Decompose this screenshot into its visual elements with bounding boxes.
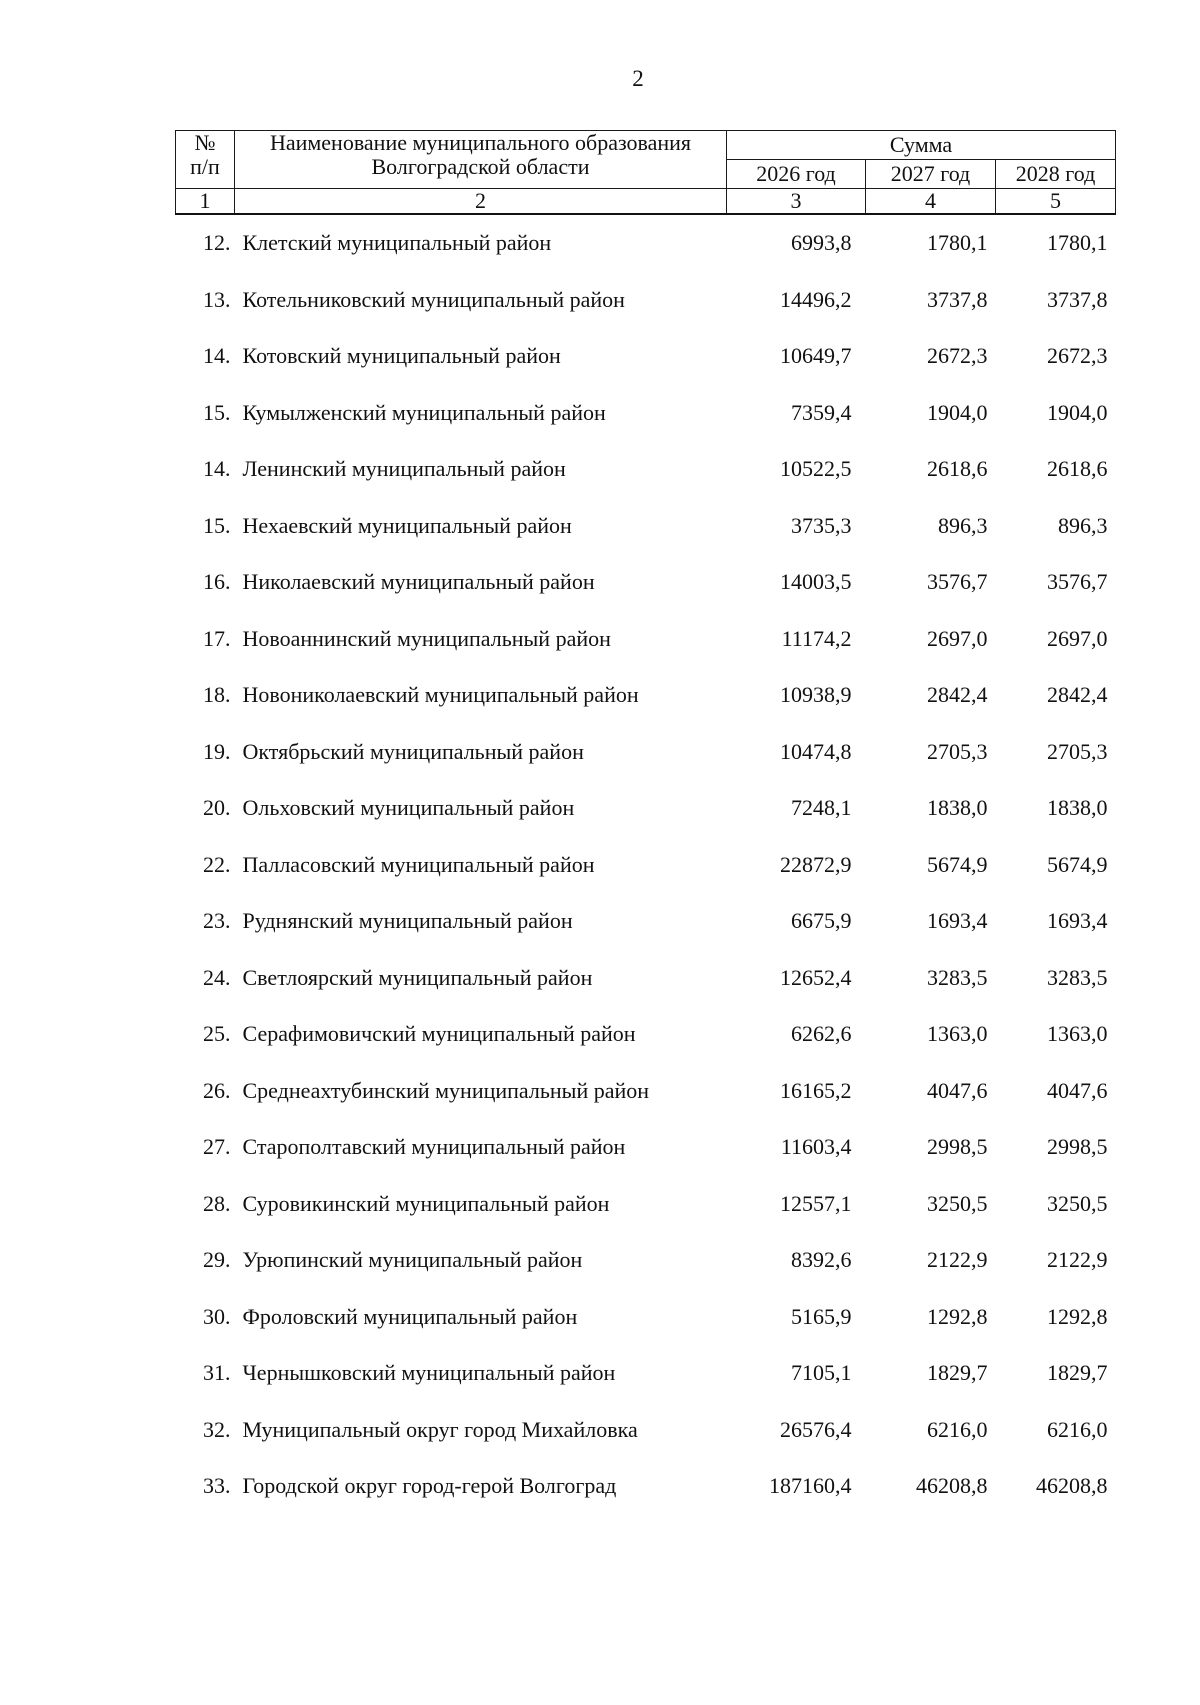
- amount-2028: 2697,0: [1047, 625, 1108, 651]
- amount-2027: 46208,8: [916, 1473, 988, 1499]
- table-row: [176, 554, 1116, 611]
- amount-2027: 1838,0: [927, 795, 988, 821]
- municipality-name: Серафимовичский муниципальный район: [242, 1021, 636, 1047]
- amount-2026: 7359,4: [791, 399, 852, 425]
- row-number: 28.: [203, 1190, 231, 1216]
- row-number: 25.: [203, 1021, 231, 1047]
- amount-2028: 3283,5: [1047, 964, 1108, 990]
- amount-2026: 10522,5: [780, 456, 852, 482]
- municipality-name: Суровикинский муниципальный район: [242, 1190, 610, 1216]
- amount-2028: 2705,3: [1047, 738, 1108, 764]
- table-row: [176, 1232, 1116, 1289]
- municipality-name: Урюпинский муниципальный район: [242, 1247, 583, 1273]
- header-year-2028: 2028 год: [996, 160, 1116, 189]
- allocation-table: [175, 130, 1116, 1515]
- row-number: 23.: [203, 908, 231, 934]
- amount-2027: 3250,5: [927, 1190, 988, 1216]
- amount-2026: 11603,4: [780, 1134, 852, 1160]
- table-row: [176, 1345, 1116, 1402]
- row-number: 30.: [203, 1303, 231, 1329]
- amount-2028: 46208,8: [1036, 1473, 1108, 1499]
- row-number: 26.: [203, 1077, 231, 1103]
- table-row: [176, 498, 1116, 555]
- table-row: [176, 950, 1116, 1007]
- amount-2028: 3737,8: [1047, 286, 1108, 312]
- amount-2028: 1780,1: [1047, 230, 1108, 256]
- municipality-name: Муниципальный округ город Михайловка: [242, 1416, 638, 1442]
- amount-2027: 3576,7: [927, 569, 988, 595]
- table-row: [176, 1289, 1116, 1346]
- amount-2028: 2618,6: [1047, 456, 1108, 482]
- municipality-name: Светлоярский муниципальный район: [242, 964, 593, 990]
- row-number: 12.: [203, 230, 231, 256]
- amount-2028: 1829,7: [1047, 1360, 1108, 1386]
- row-number: 15.: [203, 512, 231, 538]
- table-row: [176, 893, 1116, 950]
- amount-2026: 187160,4: [769, 1473, 852, 1499]
- amount-2026: 11174,2: [781, 625, 852, 651]
- municipality-name: Чернышковский муниципальный район: [242, 1360, 616, 1386]
- municipality-name: Руднянский муниципальный район: [242, 908, 573, 934]
- amount-2028: 1693,4: [1047, 908, 1108, 934]
- municipality-name: Ленинский муниципальный район: [242, 456, 566, 482]
- table-row: [176, 611, 1116, 668]
- table-row: [176, 1006, 1116, 1063]
- municipality-name: Городской округ город-герой Волгоград: [242, 1473, 617, 1499]
- table-row: [176, 1176, 1116, 1233]
- table-row: [176, 667, 1116, 724]
- row-number: 33.: [203, 1473, 231, 1499]
- header-number: [176, 131, 235, 189]
- row-number: 14.: [203, 343, 231, 369]
- amount-2027: 2998,5: [927, 1134, 988, 1160]
- table-body: [176, 214, 1116, 1515]
- amount-2027: 3283,5: [927, 964, 988, 990]
- header-name-line2: Волгоградской области: [371, 154, 590, 179]
- amount-2027: 5674,9: [927, 851, 988, 877]
- row-number: 19.: [203, 738, 231, 764]
- amount-2028: 2672,3: [1047, 343, 1108, 369]
- column-index: 5: [996, 189, 1116, 215]
- row-number: 29.: [203, 1247, 231, 1273]
- column-index: 1: [176, 189, 235, 215]
- table-row: [176, 1119, 1116, 1176]
- row-number: 17.: [203, 625, 231, 651]
- amount-2026: 14003,5: [780, 569, 852, 595]
- table-row: [176, 1402, 1116, 1459]
- amount-2027: 1363,0: [927, 1021, 988, 1047]
- column-index: 3: [727, 189, 866, 215]
- amount-2026: 7248,1: [791, 795, 852, 821]
- table-row: [176, 1063, 1116, 1120]
- table-row: [176, 1458, 1116, 1515]
- amount-2027: 1292,8: [927, 1303, 988, 1329]
- municipality-name: Октябрьский муниципальный район: [242, 738, 584, 764]
- amount-2028: 1904,0: [1047, 399, 1108, 425]
- amount-2027: 1904,0: [927, 399, 988, 425]
- amount-2028: 4047,6: [1047, 1077, 1108, 1103]
- municipality-name: Кумылженский муниципальный район: [242, 399, 606, 425]
- header-number-line2: п/п: [190, 154, 220, 179]
- row-number: 16.: [203, 569, 231, 595]
- municipality-name: Новониколаевский муниципальный район: [242, 682, 639, 708]
- table-row: [176, 214, 1116, 272]
- header-number-line1: №: [194, 130, 216, 155]
- municipality-name: Фроловский муниципальный район: [242, 1303, 578, 1329]
- header-year-2027: 2027 год: [866, 160, 996, 189]
- table-row: [176, 385, 1116, 442]
- column-index: 2: [235, 189, 727, 215]
- amount-2026: 6262,6: [791, 1021, 852, 1047]
- amount-2026: 6993,8: [791, 230, 852, 256]
- amount-2028: 1292,8: [1047, 1303, 1108, 1329]
- amount-2026: 26576,4: [780, 1416, 852, 1442]
- table-row: [176, 724, 1116, 781]
- table-row: [176, 780, 1116, 837]
- table-row: [176, 441, 1116, 498]
- municipality-name: Среднеахтубинский муниципальный район: [242, 1077, 650, 1103]
- municipality-name: Котельниковский муниципальный район: [242, 286, 625, 312]
- municipality-name: Ольховский муниципальный район: [242, 795, 575, 821]
- amount-2027: 4047,6: [927, 1077, 988, 1103]
- row-number: 13.: [203, 286, 231, 312]
- column-index: 4: [866, 189, 996, 215]
- amount-2026: 10474,8: [780, 738, 852, 764]
- amount-2028: 1838,0: [1047, 795, 1108, 821]
- amount-2027: 2122,9: [927, 1247, 988, 1273]
- amount-2027: 2672,3: [927, 343, 988, 369]
- amount-2028: 2998,5: [1047, 1134, 1108, 1160]
- amount-2026: 3735,3: [791, 512, 852, 538]
- amount-2028: 2842,4: [1047, 682, 1108, 708]
- amount-2027: 2842,4: [927, 682, 988, 708]
- amount-2027: 1780,1: [927, 230, 988, 256]
- amount-2027: 2697,0: [927, 625, 988, 651]
- amount-2026: 22872,9: [780, 851, 852, 877]
- amount-2026: 10938,9: [780, 682, 852, 708]
- amount-2026: 12652,4: [780, 964, 852, 990]
- municipality-name: Клетский муниципальный район: [242, 230, 552, 256]
- header-name: [235, 131, 727, 189]
- amount-2026: 7105,1: [791, 1360, 852, 1386]
- amount-2027: 1693,4: [927, 908, 988, 934]
- amount-2026: 12557,1: [780, 1190, 852, 1216]
- amount-2028: 2122,9: [1047, 1247, 1108, 1273]
- municipality-name: Палласовский муниципальный район: [242, 851, 595, 877]
- amount-2028: 896,3: [1058, 512, 1108, 538]
- amount-2027: 1829,7: [927, 1360, 988, 1386]
- amount-2026: 5165,9: [791, 1303, 852, 1329]
- row-number: 14.: [203, 456, 231, 482]
- header-year-2026: 2026 год: [727, 160, 866, 189]
- page-number: 2: [632, 66, 644, 91]
- header-name-line1: Наименование муниципального образования: [269, 130, 692, 155]
- amount-2026: 14496,2: [780, 286, 852, 312]
- amount-2027: 2618,6: [927, 456, 988, 482]
- row-number: 20.: [203, 795, 231, 821]
- amount-2027: 3737,8: [927, 286, 988, 312]
- amount-2027: 6216,0: [927, 1416, 988, 1442]
- row-number: 22.: [203, 851, 231, 877]
- municipality-name: Старополтавский муниципальный район: [242, 1134, 626, 1160]
- amount-2026: 10649,7: [780, 343, 852, 369]
- amount-2028: 3576,7: [1047, 569, 1108, 595]
- row-number: 27.: [203, 1134, 231, 1160]
- table-row: [176, 328, 1116, 385]
- amount-2026: 6675,9: [791, 908, 852, 934]
- municipality-name: Новоаннинский муниципальный район: [242, 625, 611, 651]
- amount-2026: 8392,6: [791, 1247, 852, 1273]
- table-row: [176, 272, 1116, 329]
- table-row: [176, 837, 1116, 894]
- table-header: [176, 131, 1116, 215]
- municipality-name: Нехаевский муниципальный район: [242, 512, 572, 538]
- amount-2028: 6216,0: [1047, 1416, 1108, 1442]
- municipality-name: Котовский муниципальный район: [242, 343, 561, 369]
- row-number: 18.: [203, 682, 231, 708]
- municipality-name: Николаевский муниципальный район: [242, 569, 595, 595]
- amount-2028: 5674,9: [1047, 851, 1108, 877]
- row-number: 15.: [203, 399, 231, 425]
- row-number: 32.: [203, 1416, 231, 1442]
- amount-2026: 16165,2: [780, 1077, 852, 1103]
- amount-2027: 2705,3: [927, 738, 988, 764]
- row-number: 31.: [203, 1360, 231, 1386]
- header-sum: Сумма: [727, 131, 1116, 160]
- amount-2028: 3250,5: [1047, 1190, 1108, 1216]
- amount-2028: 1363,0: [1047, 1021, 1108, 1047]
- amount-2027: 896,3: [938, 512, 988, 538]
- row-number: 24.: [203, 964, 231, 990]
